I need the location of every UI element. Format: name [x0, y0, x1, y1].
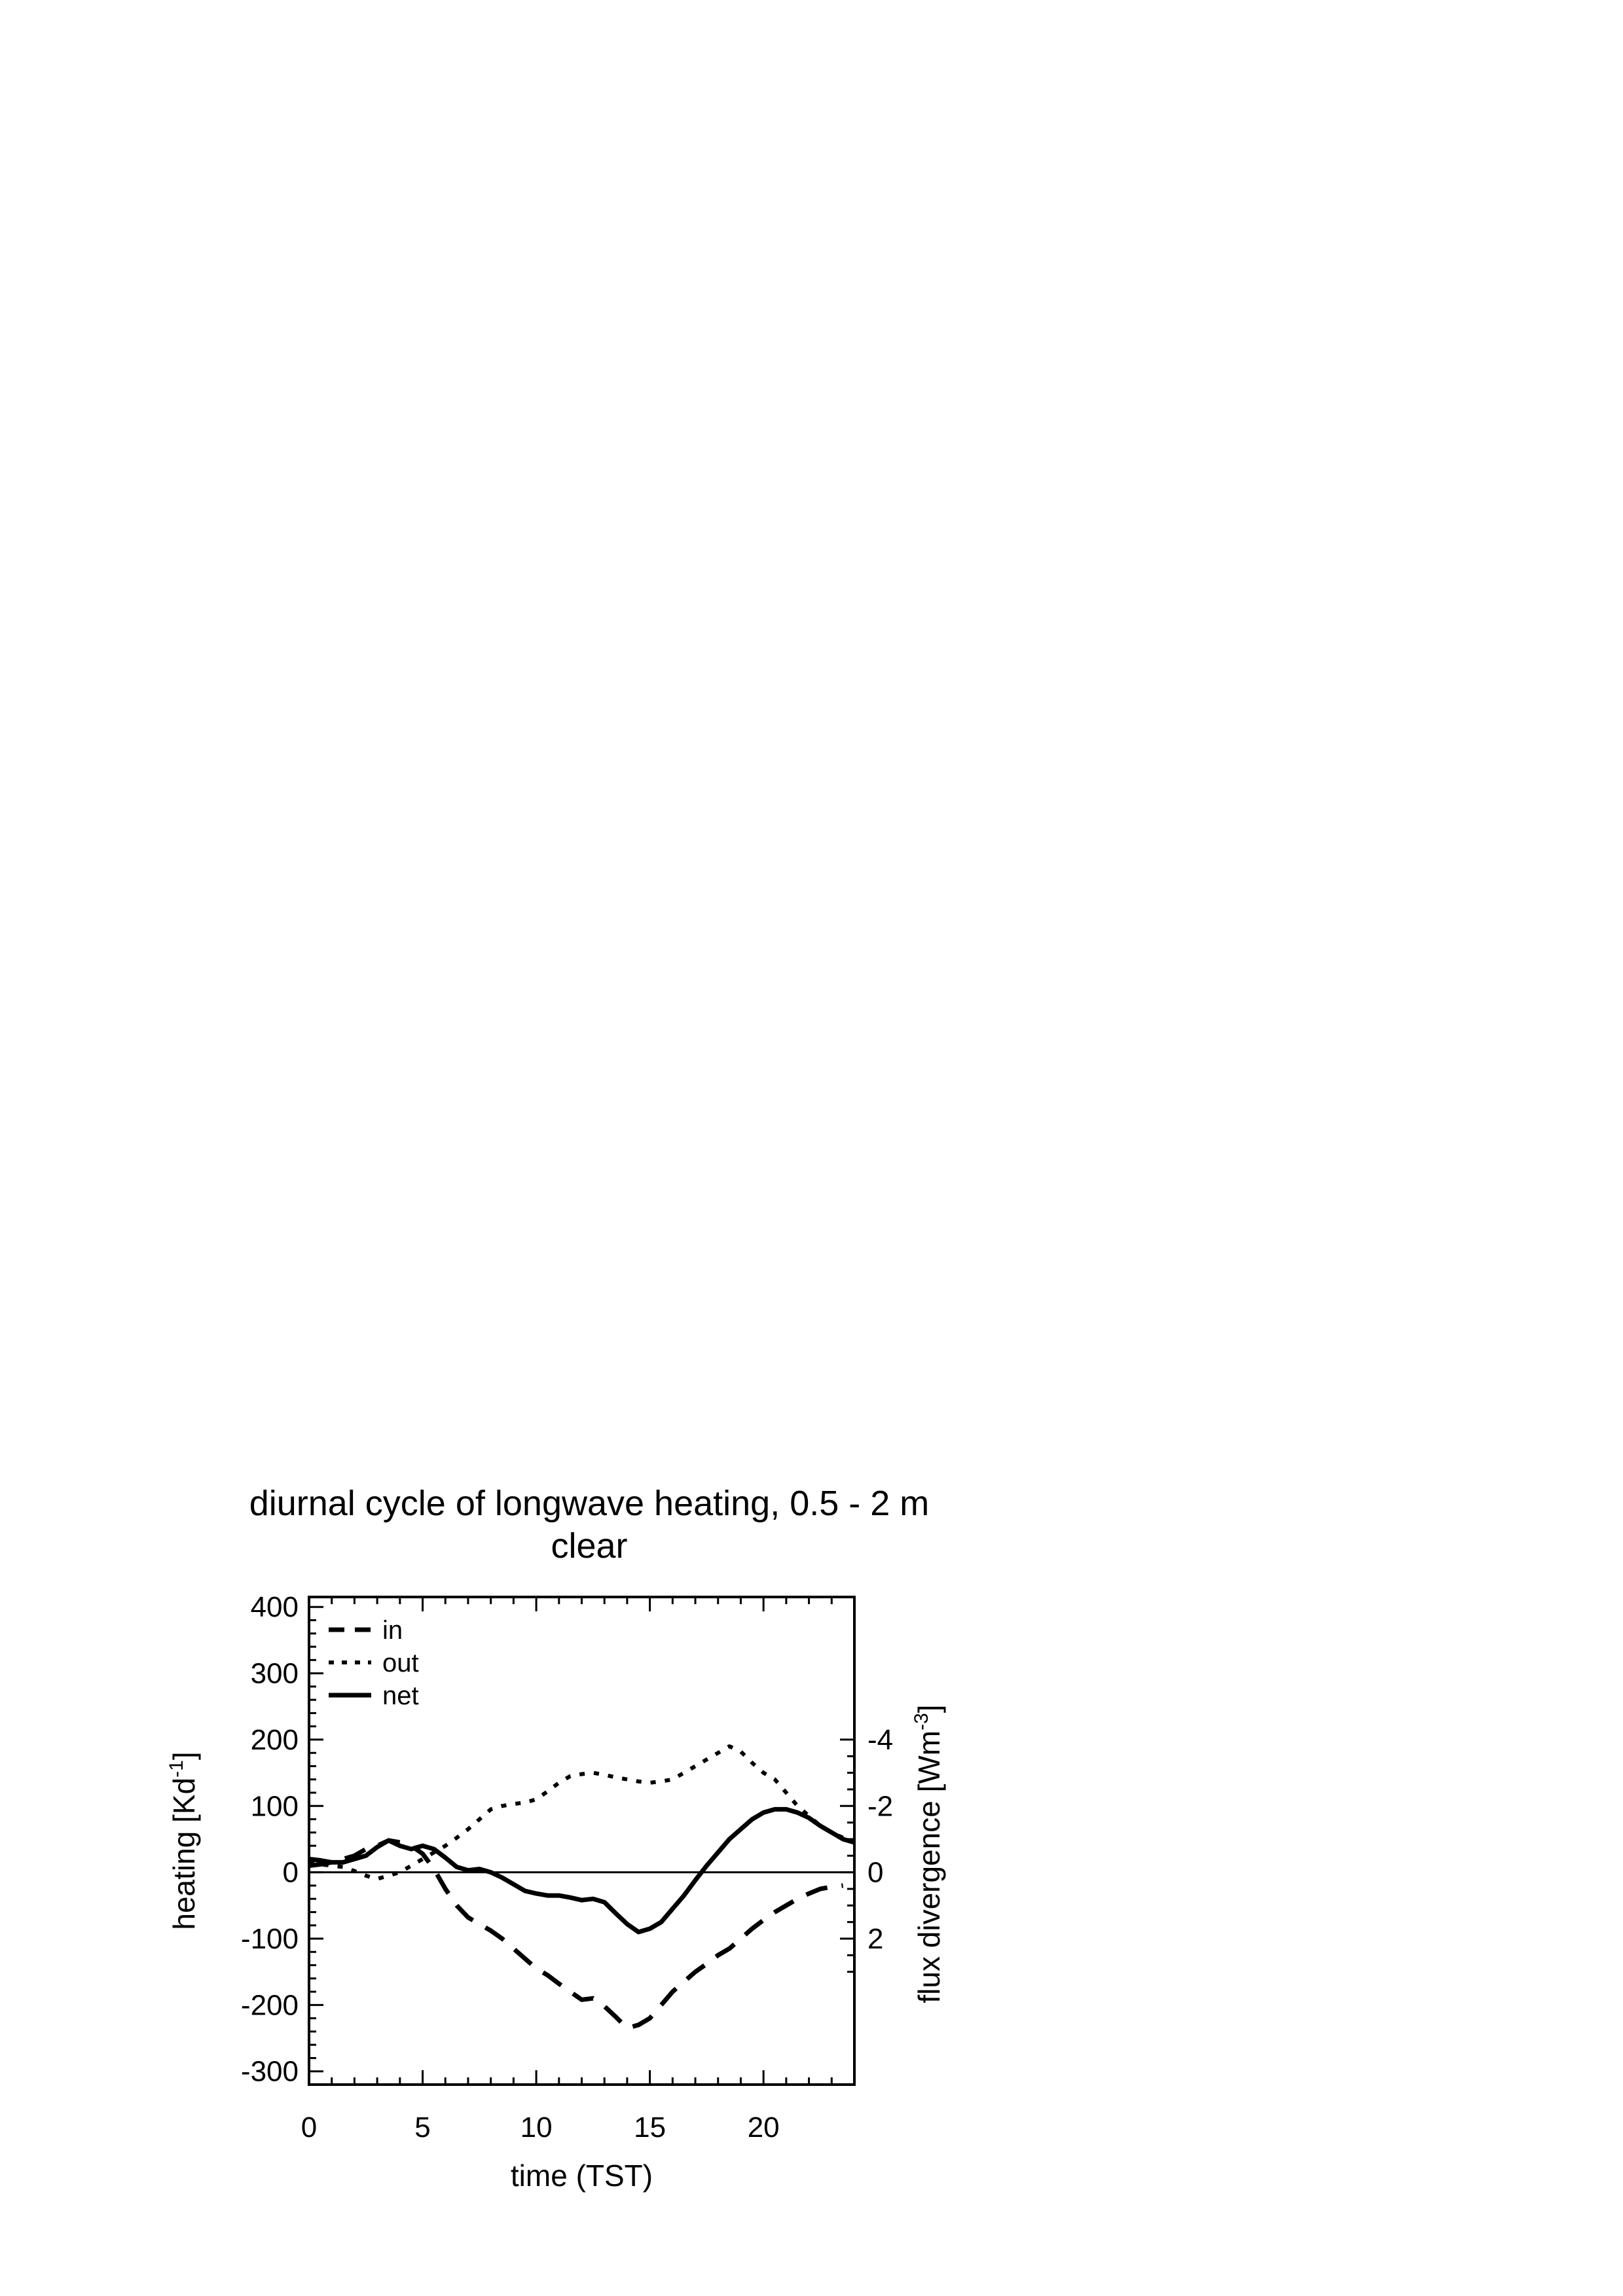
legend — [329, 1616, 419, 1710]
y-tick-label: -100 — [240, 1923, 299, 1956]
x-tick-label: 15 — [634, 2111, 666, 2144]
legend-label-out: out — [382, 1649, 419, 1677]
y-axis-label-end: ] — [167, 1751, 201, 1761]
x-tick-label: 5 — [414, 2111, 431, 2144]
y2-tick-label: -4 — [867, 1723, 894, 1756]
y-tick-label: 300 — [250, 1657, 299, 1690]
chart-subtitle: clear — [551, 1526, 628, 1566]
y-tick-label: -300 — [240, 2055, 299, 2088]
series-line-in — [309, 1840, 843, 2028]
y2-tick-label: 2 — [867, 1923, 884, 1956]
x-tick-label: 20 — [747, 2111, 780, 2144]
y2-axis-label-superscript: -3 — [911, 1713, 932, 1731]
y-tick-label: 200 — [250, 1723, 299, 1756]
y2-axis-label — [911, 1704, 946, 2003]
x-tick-label: 10 — [520, 2111, 553, 2144]
y2-axis-label-text: flux divergence [Wm — [912, 1730, 946, 2003]
legend-label-net: net — [382, 1681, 419, 1710]
y-axis-label — [166, 1751, 201, 1929]
y-axis-label-text: heating [Kd — [167, 1777, 201, 1930]
series-line-out — [309, 1746, 854, 1879]
y2-tick-label: -2 — [867, 1790, 894, 1823]
x-axis-label: time (TST) — [510, 2159, 653, 2193]
legend-label-in: in — [382, 1616, 403, 1645]
y-tick-label: 400 — [250, 1591, 299, 1624]
series-line-net — [309, 1809, 854, 1932]
y-tick-label: -200 — [240, 1989, 299, 2022]
chart-title: diurnal cycle of longwave heating, 0.5 - 2 m — [249, 1484, 930, 1523]
y-tick-label: 100 — [250, 1790, 299, 1823]
y-tick-label: 0 — [282, 1856, 299, 1889]
y-axis-label-superscript: -1 — [166, 1760, 187, 1778]
y2-axis-label-end: ] — [912, 1704, 946, 1713]
x-tick-label: 0 — [301, 2111, 318, 2144]
y2-tick-label: 0 — [867, 1856, 884, 1889]
